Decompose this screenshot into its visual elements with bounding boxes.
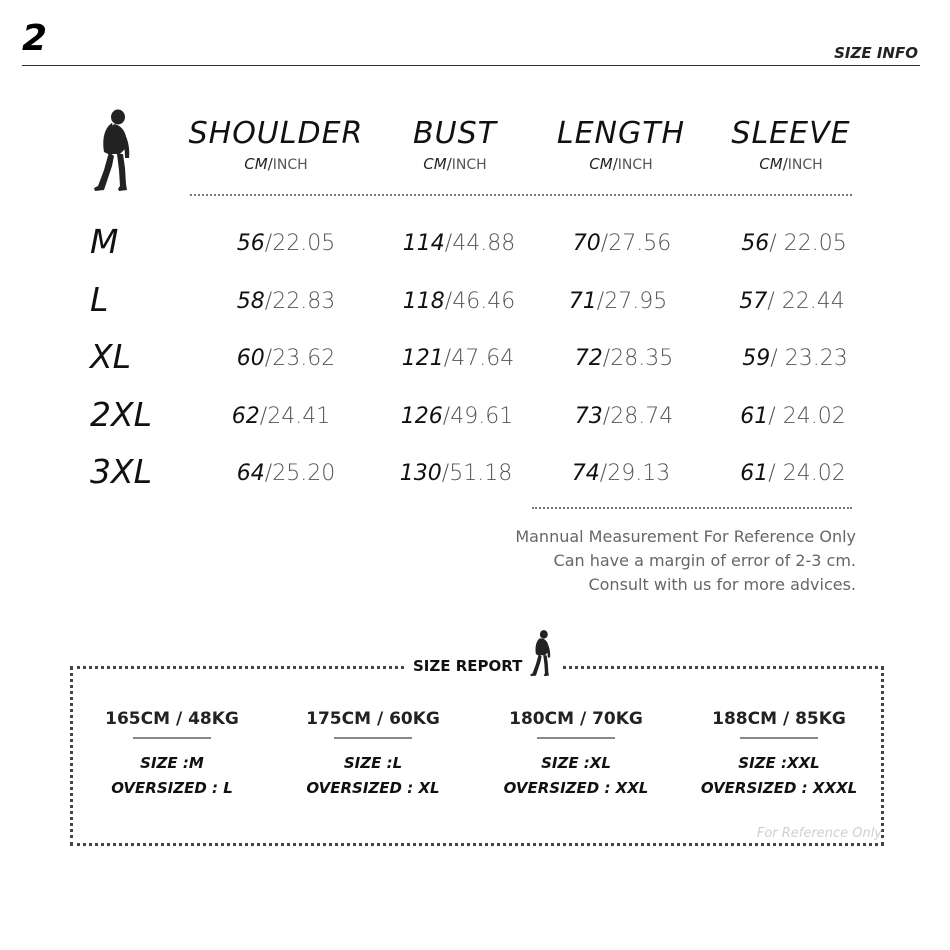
column-unit <box>365 155 545 173</box>
walking-figure-icon <box>528 629 554 677</box>
cell-inch: 23.62 <box>272 346 336 371</box>
cell-separator: / <box>602 404 611 429</box>
cell-m-bust <box>369 231 549 256</box>
cell-cm: 130 <box>399 461 442 486</box>
cell-xl-sleeve <box>705 346 885 371</box>
cell-2xl-shoulder <box>191 404 371 429</box>
cell-separator: / <box>770 346 778 371</box>
cell-inch: 28.74 <box>610 404 674 429</box>
page-title: SIZE INFO <box>834 44 918 62</box>
cell-cm: 72 <box>574 346 603 371</box>
note-line: Mannual Measurement For Reference Only <box>515 527 856 546</box>
profile-divider <box>133 737 211 739</box>
cell-separator: / <box>264 346 273 371</box>
profile-divider <box>334 737 412 739</box>
recommended-size: SIZE :XL <box>541 754 611 772</box>
unit-inch: INCH <box>787 157 823 173</box>
note-line: Consult with us for more advices. <box>588 575 856 594</box>
unit-inch: INCH <box>272 157 308 173</box>
cell-cm: 126 <box>400 404 443 429</box>
reference-note: For Reference Only <box>756 826 882 841</box>
recommended-size: SIZE :M <box>140 754 204 772</box>
cell-cm: 56 <box>741 231 770 256</box>
unit-inch: INCH <box>617 157 653 173</box>
unit-cm: CM <box>423 155 447 173</box>
cell-separator: / <box>768 461 776 486</box>
column-name: SLEEVE <box>731 116 851 151</box>
cell-3xl-length <box>531 461 711 486</box>
oversized-size: OVERSIZED : XXL <box>503 779 649 797</box>
recommended-size: SIZE :XXL <box>738 754 820 772</box>
cell-inch: 28.35 <box>610 346 674 371</box>
cell-inch: 46.46 <box>452 289 516 314</box>
cell-inch: 27.95 <box>604 289 668 314</box>
column-unit <box>701 155 881 173</box>
column-header-length <box>531 116 711 173</box>
column-name: BUST <box>413 116 497 151</box>
cell-separator: / <box>264 289 273 314</box>
size-label-3xl: 3XL <box>90 452 152 491</box>
cell-separator: / <box>602 346 611 371</box>
cell-separator: / <box>596 289 605 314</box>
column-unit <box>186 155 366 173</box>
cell-inch: 23.23 <box>777 346 848 371</box>
size-label-l: L <box>90 280 109 319</box>
cell-separator: / <box>443 346 452 371</box>
column-unit <box>531 155 711 173</box>
cell-cm: 57 <box>739 289 768 314</box>
cell-separator: / <box>599 461 608 486</box>
size-profile <box>679 709 879 801</box>
cell-separator: / <box>264 231 273 256</box>
cell-2xl-sleeve <box>703 404 883 429</box>
cell-cm: 70 <box>572 231 601 256</box>
cell-cm: 59 <box>742 346 771 371</box>
cell-xl-shoulder <box>196 346 376 371</box>
height-weight: 175CM / 60KG <box>306 709 440 729</box>
cell-cm: 74 <box>571 461 600 486</box>
unit-cm: CM <box>244 155 268 173</box>
cell-inch: 29.13 <box>607 461 671 486</box>
height-weight: 188CM / 85KG <box>712 709 846 729</box>
cell-separator: / <box>600 231 609 256</box>
oversized-size: OVERSIZED : L <box>111 779 233 797</box>
cell-cm: 118 <box>402 289 445 314</box>
cell-m-sleeve <box>704 231 884 256</box>
cell-cm: 73 <box>574 404 603 429</box>
cell-inch: 49.61 <box>450 404 514 429</box>
table-bottom-dotted-divider <box>532 507 852 509</box>
cell-cm: 64 <box>236 461 265 486</box>
cell-l-bust <box>369 289 549 314</box>
cell-cm: 58 <box>236 289 265 314</box>
cell-2xl-bust <box>367 404 547 429</box>
note-line: Can have a margin of error of 2-3 cm. <box>553 551 856 570</box>
cell-inch: 51.18 <box>449 461 513 486</box>
header-divider <box>22 65 920 66</box>
profile-divider <box>740 737 818 739</box>
profile-divider <box>537 737 615 739</box>
cell-xl-bust <box>368 346 548 371</box>
cell-separator: / <box>264 461 273 486</box>
cell-cm: 114 <box>402 231 445 256</box>
unit-separator: / <box>446 155 452 173</box>
cell-l-length <box>528 289 708 314</box>
cell-xl-length <box>534 346 714 371</box>
cell-cm: 60 <box>236 346 265 371</box>
height-weight: 180CM / 70KG <box>509 709 643 729</box>
page-number: 2 <box>22 18 47 59</box>
cell-inch: 25.20 <box>272 461 336 486</box>
measurement-note <box>515 525 856 597</box>
unit-separator: / <box>612 155 618 173</box>
size-profile <box>476 709 676 801</box>
cell-inch: 22.44 <box>774 289 845 314</box>
cell-inch: 24.02 <box>775 404 846 429</box>
walking-figure-icon <box>90 108 136 192</box>
cell-m-shoulder <box>196 231 376 256</box>
cell-m-length <box>532 231 712 256</box>
cell-inch: 27.56 <box>608 231 672 256</box>
size-label-2xl: 2XL <box>90 395 152 434</box>
height-weight: 165CM / 48KG <box>105 709 239 729</box>
cell-cm: 56 <box>236 231 265 256</box>
cell-separator: / <box>259 404 268 429</box>
cell-cm: 121 <box>401 346 444 371</box>
size-profile <box>273 709 473 801</box>
cell-separator: / <box>767 289 775 314</box>
column-header-bust <box>365 116 545 173</box>
cell-cm: 62 <box>231 404 260 429</box>
cell-inch: 24.41 <box>267 404 331 429</box>
column-header-sleeve <box>701 116 881 173</box>
unit-cm: CM <box>759 155 783 173</box>
oversized-size: OVERSIZED : XL <box>306 779 440 797</box>
cell-3xl-sleeve <box>703 461 883 486</box>
unit-separator: / <box>782 155 788 173</box>
cell-separator: / <box>769 231 777 256</box>
cell-inch: 47.64 <box>451 346 515 371</box>
cell-separator: / <box>444 231 453 256</box>
cell-separator: / <box>441 461 450 486</box>
cell-cm: 61 <box>740 404 769 429</box>
cell-inch: 44.88 <box>452 231 516 256</box>
column-name: SHOULDER <box>188 116 364 151</box>
size-label-m: M <box>90 222 119 261</box>
size-profile <box>72 709 272 801</box>
cell-inch: 22.05 <box>776 231 847 256</box>
size-report-header <box>405 650 562 682</box>
cell-3xl-bust <box>366 461 546 486</box>
cell-separator: / <box>444 289 453 314</box>
column-header-shoulder <box>186 116 366 173</box>
recommended-size: SIZE :L <box>343 754 403 772</box>
cell-inch: 22.05 <box>272 231 336 256</box>
unit-separator: / <box>267 155 273 173</box>
column-name: LENGTH <box>556 116 686 151</box>
cell-separator: / <box>768 404 776 429</box>
size-report-title: SIZE REPORT <box>413 657 523 675</box>
size-label-xl: XL <box>90 337 131 376</box>
cell-cm: 61 <box>740 461 769 486</box>
cell-separator: / <box>442 404 451 429</box>
cell-inch: 24.02 <box>775 461 846 486</box>
cell-3xl-shoulder <box>196 461 376 486</box>
cell-2xl-length <box>534 404 714 429</box>
cell-l-sleeve <box>702 289 882 314</box>
cell-cm: 71 <box>568 289 597 314</box>
cell-l-shoulder <box>196 289 376 314</box>
unit-inch: INCH <box>451 157 487 173</box>
cell-inch: 22.83 <box>272 289 336 314</box>
header-dotted-divider <box>190 194 852 196</box>
oversized-size: OVERSIZED : XXXL <box>700 779 858 797</box>
unit-cm: CM <box>589 155 613 173</box>
